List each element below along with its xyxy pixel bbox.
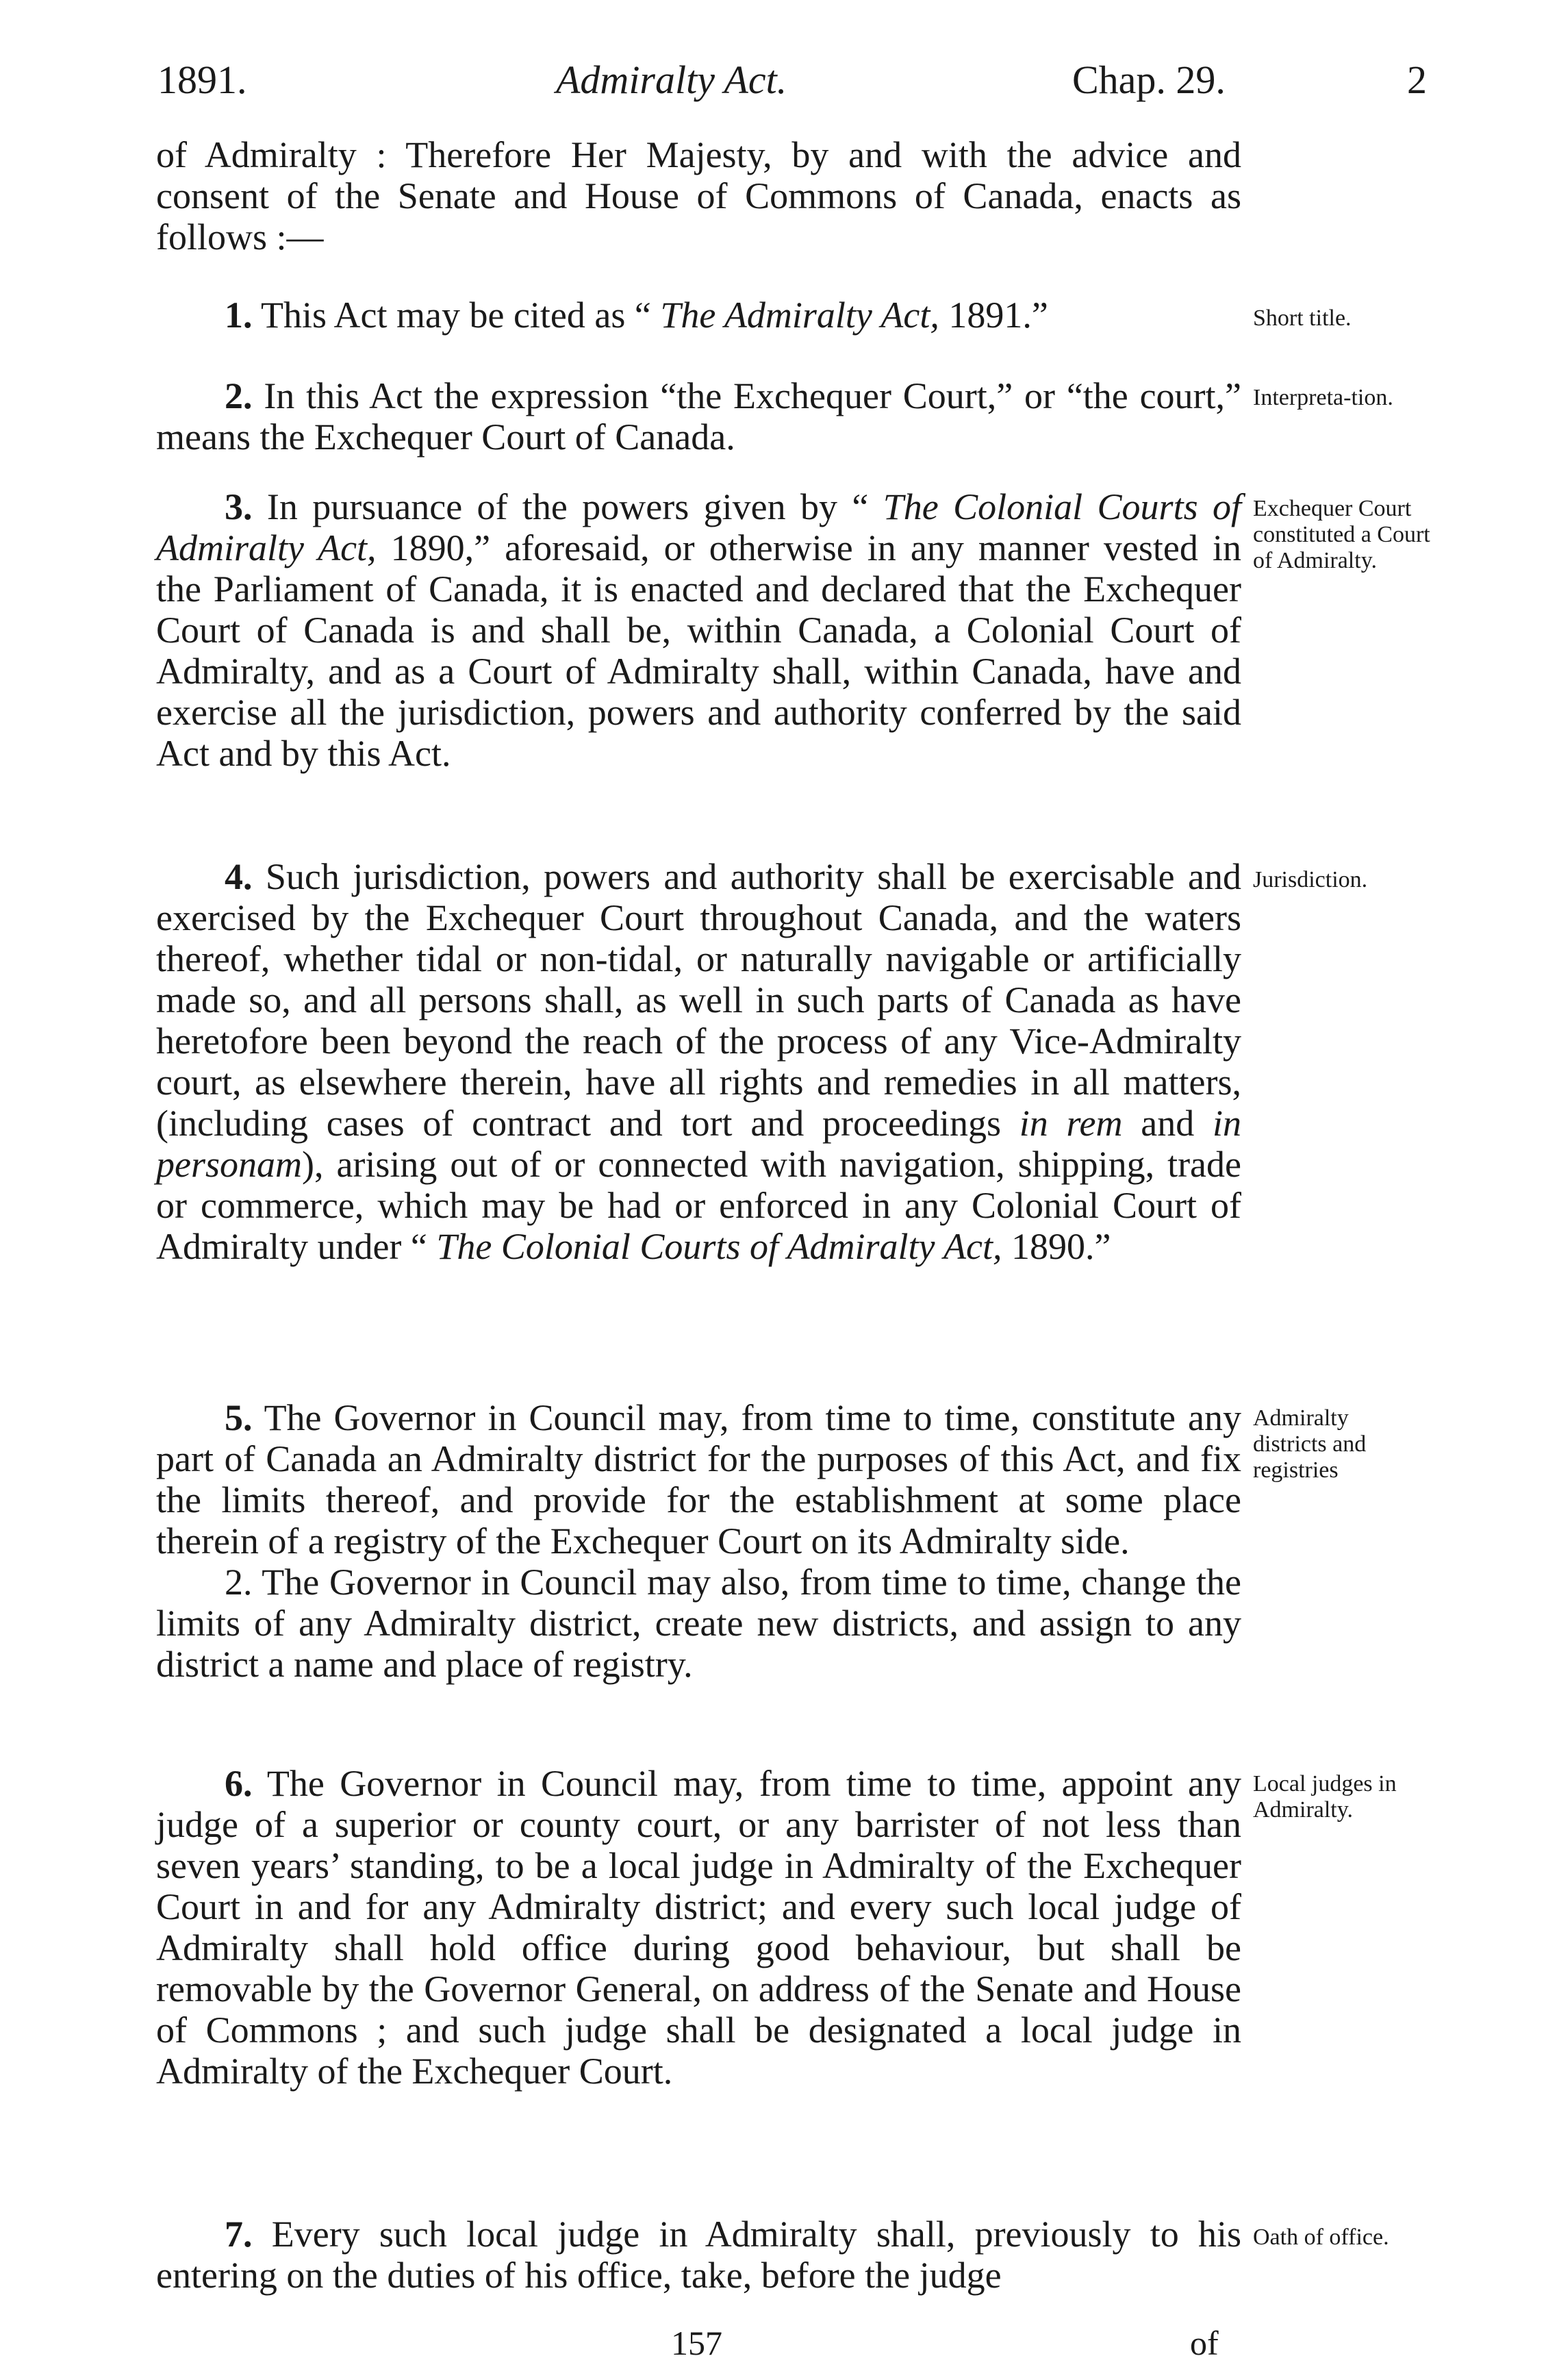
section-2 bbox=[156, 375, 1241, 458]
section-2-text: 2. In this Act the expression “the Exchequer Court,” or “the court,” means the Exchequer Court of Canada. bbox=[156, 375, 1242, 458]
section-6-text: 6. The Governor in Council may, from time to time, appoint any judge of a superior or county court, or any barrister of not less than seven years’ standing, to be a local judge in Admiralty of the Exchequer Court in and for any Admiralty district; and every such local judge of Admiralty shall hold office during good behaviour, but shall be removable by the Governor General, on address of the Senate and House of Commons ; and such judge shall be designated a local judge in Admiralty of the Exchequer Court. bbox=[156, 1763, 1241, 2092]
margin-note-exchequer-court: Exchequer Court constituted a Court of Admiralty. bbox=[1253, 496, 1430, 573]
margin-note-interpretation: Interpreta-tion. bbox=[1253, 385, 1393, 410]
margin-note-oath-of-office: Oath of office. bbox=[1253, 2225, 1389, 2250]
section-5-number: 5. bbox=[225, 1397, 253, 1438]
section-3-text: 3. In pursuance of the powers given by “ The Colonial Courts of Admiralty Act, 1890,” aforesaid, or otherwise in any manner vested in the Parliament of Canada, it is enacted and declared that the Exchequer Court of Canada is and shall be, within Canada, a Colonial Court of Admiralty, and as a Court of Admiralty shall, within Canada, have and exercise all the jurisdiction, powers and authority conferred by the said Act and by this Act. bbox=[156, 486, 1241, 774]
section-5-text: 5. The Governor in Council may, from time to time, constitute any part of Canada an Admiralty district for the purposes of this Act, and fix the limits thereof, and provide for the establishment at some place therein of a registry of the Exchequer Court on its Admiralty side. bbox=[156, 1397, 1241, 1562]
section-1-text: 1. This Act may be cited as “ The Admiralty Act, 1891.” bbox=[225, 295, 1048, 336]
footer-catchword: of bbox=[1190, 2324, 1219, 2362]
section-7-number: 7. bbox=[225, 2214, 253, 2255]
section-4-text: 4. Such jurisdiction, powers and authority shall be exercisable and exercised by the Exchequer Court throughout Canada, and the waters thereof, whether tidal or non-tidal, or naturally navigable or artificially made so, and all persons shall, as well in such parts of Canada as have heretofore been beyond the reach of the process of any Vice-Admiralty court, as elsewhere therein, have all rights and remedies in all matters, (including cases of contract and tort and proceedings in rem and in personam), arising out of or connected with navigation, shipping, trade or commerce, which may be had or enforced in any Colonial Court of Admiralty under “ The Colonial Courts of Admiralty Act, 1890.” bbox=[156, 856, 1242, 1267]
header-year: 1891. bbox=[157, 58, 247, 102]
margin-note-local-judges: Local judges in Admiralty. bbox=[1253, 1771, 1397, 1822]
margin-note-admiralty-districts: Admiralty districts and registries bbox=[1253, 1405, 1367, 1483]
section-6-number: 6. bbox=[225, 1763, 253, 1804]
section-3 bbox=[156, 486, 1241, 774]
section-7-text: 7. Every such local judge in Admiralty shall, previously to his entering on the duties of his office, take, before the judge bbox=[156, 2214, 1242, 2296]
section-7 bbox=[156, 2214, 1241, 2296]
section-1 bbox=[156, 295, 1241, 336]
header-chapter: Chap. 29. bbox=[1072, 58, 1226, 102]
section-3-number: 3. bbox=[225, 486, 253, 527]
header-title: Admiralty Act. bbox=[556, 58, 787, 102]
section-4-number: 4. bbox=[225, 856, 253, 897]
section-6 bbox=[156, 1763, 1241, 2092]
header-page-number: 2 bbox=[1407, 58, 1427, 102]
section-4 bbox=[156, 856, 1241, 1267]
margin-note-jurisdiction: Jurisdiction. bbox=[1253, 867, 1368, 892]
section-5-subsection-2: 2. The Governor in Council may also, from time to time, change the limits of any Admiralty district, create new districts, and assign to any district a name and place of registry. bbox=[156, 1562, 1241, 1685]
preamble bbox=[156, 134, 1241, 258]
section-5 bbox=[156, 1397, 1241, 1685]
section-1-number: 1. bbox=[225, 295, 253, 336]
section-2-number: 2. bbox=[225, 375, 253, 416]
margin-note-short-title: Short title. bbox=[1253, 305, 1352, 331]
preamble-text: of Admiralty : Therefore Her Majesty, by and with the advice and consent of the Senate and House of Commons of Canada, enacts as follows :— bbox=[156, 134, 1241, 258]
footer-page-number: 157 bbox=[671, 2324, 722, 2362]
